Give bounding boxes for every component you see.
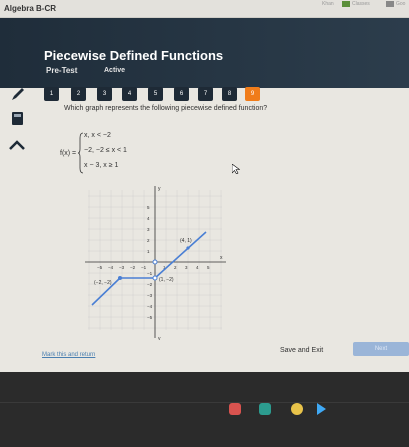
label-point-4-1: (4, 1) xyxy=(180,238,192,244)
page-title: Piecewise Defined Functions xyxy=(44,48,224,63)
x-tick-label: 1 xyxy=(163,265,166,270)
question-button-9[interactable]: 9 xyxy=(245,87,260,101)
mouse-cursor-icon xyxy=(232,164,240,174)
goo-icon[interactable] xyxy=(386,1,394,7)
open-point-1-neg2-alt xyxy=(153,260,157,264)
taskbar-divider xyxy=(0,402,409,403)
next-button[interactable]: Next xyxy=(353,342,409,356)
open-point-1-neg2 xyxy=(153,276,157,280)
y-axis-label-bottom: y xyxy=(158,336,161,340)
calculator-icon[interactable] xyxy=(12,112,23,125)
answer-graph[interactable] xyxy=(80,180,230,340)
x-tick-label: −5 xyxy=(97,265,103,270)
y-tick-label: 2 xyxy=(147,238,150,243)
function-case-3: x − 3, x ≥ 1 xyxy=(84,162,119,169)
question-button-1[interactable]: 1 xyxy=(44,87,59,101)
y-tick-label: 3 xyxy=(147,227,150,232)
app-icon-teal[interactable] xyxy=(259,403,271,415)
test-label: Pre-Test xyxy=(46,66,78,75)
question-button-8[interactable]: 8 xyxy=(222,87,237,101)
x-tick-label: 5 xyxy=(207,265,210,270)
question-button-5[interactable]: 5 xyxy=(148,87,163,101)
app-title: Algebra B-CR xyxy=(4,4,57,13)
label-point-1-neg2: (1, −2) xyxy=(159,277,174,283)
y-axis-label: y xyxy=(158,186,161,192)
save-and-exit-button[interactable]: Save and Exit xyxy=(280,347,324,354)
question-button-2[interactable]: 2 xyxy=(71,87,86,101)
classes-icon[interactable] xyxy=(342,1,350,7)
point-4-1 xyxy=(186,246,189,249)
app-icon-red[interactable] xyxy=(229,403,241,415)
x-tick-label: 4 xyxy=(196,265,199,270)
question-button-7[interactable]: 7 xyxy=(198,87,213,101)
y-tick-label: 4 xyxy=(147,216,150,221)
question-prompt: Which graph represents the following piecewise defined function? xyxy=(64,105,268,112)
mark-and-return-link[interactable]: Mark this and return xyxy=(42,352,96,358)
chrome-icon[interactable] xyxy=(291,403,303,415)
y-tick-label: 1 xyxy=(147,249,150,254)
y-tick-label: 5 xyxy=(147,205,150,210)
piecewise-function xyxy=(60,130,160,180)
label-point-neg2-neg2: (−2, −2) xyxy=(94,280,112,286)
question-button-3[interactable]: 3 xyxy=(97,87,112,101)
function-case-1: x, x < −2 xyxy=(84,132,111,139)
play-store-icon[interactable] xyxy=(317,403,326,415)
y-tick-label: −4 xyxy=(147,304,153,309)
x-tick-label: −3 xyxy=(119,265,125,270)
status-badge: Active xyxy=(104,67,126,74)
bookmark-khan[interactable]: Khan xyxy=(322,1,334,7)
lesson-header xyxy=(0,18,409,88)
function-name: f(x) = xyxy=(60,150,77,157)
question-button-6[interactable]: 6 xyxy=(174,87,189,101)
x-axis-label: x xyxy=(220,255,223,261)
x-tick-label: 3 xyxy=(185,265,188,270)
taskbar xyxy=(0,372,409,447)
y-tick-label: −3 xyxy=(147,293,153,298)
x-tick-label: −1 xyxy=(141,265,147,270)
y-tick-label: −2 xyxy=(147,282,153,287)
top-bar xyxy=(0,0,409,18)
question-nav xyxy=(0,86,409,104)
y-tick-label: −1 xyxy=(147,271,153,276)
bookmark-goo[interactable]: Goo xyxy=(396,1,406,7)
x-tick-label: −2 xyxy=(130,265,136,270)
x-tick-label: −4 xyxy=(108,265,114,270)
x-tick-label: 2 xyxy=(174,265,177,270)
y-tick-label: −5 xyxy=(147,315,153,320)
question-button-4[interactable]: 4 xyxy=(122,87,137,101)
chevron-up-icon[interactable] xyxy=(9,140,25,150)
point-neg2-neg2 xyxy=(118,276,122,280)
function-case-2: −2, −2 ≤ x < 1 xyxy=(84,147,127,154)
bookmark-classes[interactable]: Classes xyxy=(352,1,370,7)
